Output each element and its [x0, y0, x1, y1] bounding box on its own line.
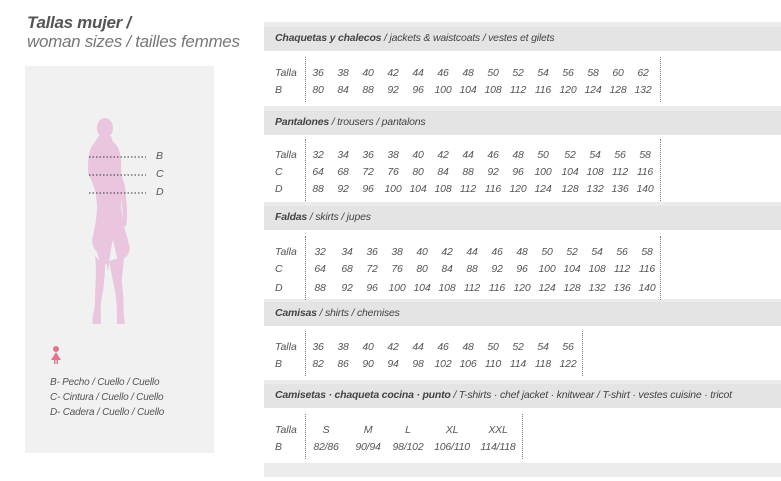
size-cell: 116: [484, 183, 502, 195]
row-label: D: [275, 282, 283, 294]
legend-b: B- Pecho / Cuello / Cuello: [50, 377, 160, 388]
size-cell: L: [405, 424, 411, 436]
size-cell: 120: [509, 183, 527, 195]
size-cell: S: [322, 424, 330, 436]
section-subtitle: / skirts / jupes: [307, 211, 371, 223]
size-cell: 38: [337, 67, 349, 79]
size-cell: 32: [314, 246, 326, 258]
size-cell: 64: [312, 166, 324, 178]
section-skirts-header: [264, 206, 781, 230]
size-cell: 36: [366, 246, 378, 258]
size-cell: 104: [459, 84, 477, 96]
size-cell: 72: [366, 263, 378, 275]
size-cell: 44: [466, 246, 478, 258]
table-end-divider: [660, 57, 661, 102]
size-cell: 46: [437, 341, 449, 353]
size-cell: 132: [588, 282, 606, 294]
size-cell: 108: [484, 84, 502, 96]
section-title: Faldas: [275, 211, 308, 223]
size-cell: 112: [509, 84, 527, 96]
size-cell: 110: [484, 358, 502, 370]
size-cell: 56: [562, 67, 574, 79]
size-cell: 94: [387, 358, 399, 370]
size-cell: 104: [409, 183, 427, 195]
size-cell: 52: [512, 67, 524, 79]
section-subtitle: / jackets & waistcoats / vestes et gilets: [381, 32, 555, 44]
size-cell: M: [363, 424, 373, 436]
size-cell: 100: [388, 282, 406, 294]
size-cell: 50: [487, 67, 499, 79]
size-cell: 98: [412, 358, 424, 370]
marker-d: D: [156, 186, 164, 198]
section-jackets: [264, 51, 781, 106]
size-cell: 62: [637, 67, 649, 79]
row-label: B: [275, 441, 283, 453]
size-cell: 50: [487, 341, 499, 353]
section-subtitle: / trousers / pantalons: [329, 116, 426, 128]
size-cell: 128: [563, 282, 581, 294]
size-cell: 88: [466, 263, 478, 275]
size-cell: 140: [638, 282, 656, 294]
section-jackets-header: [264, 27, 781, 51]
size-cell: 64: [314, 263, 326, 275]
size-cell: 42: [387, 67, 399, 79]
size-cell: XL: [445, 424, 459, 436]
row-label: C: [275, 263, 283, 275]
size-cell: 52: [566, 246, 578, 258]
size-cell: 32: [312, 149, 324, 161]
size-cell: 54: [537, 341, 549, 353]
size-cell: 136: [613, 282, 631, 294]
label-divider: [305, 414, 306, 459]
size-cell: 36: [312, 341, 324, 353]
section-trousers-header: [264, 111, 781, 135]
size-cell: 34: [337, 149, 349, 161]
size-cell: 82/86: [313, 441, 339, 453]
size-cell: 132: [634, 84, 652, 96]
row-label: Talla: [275, 341, 297, 353]
size-cell: 42: [441, 246, 453, 258]
size-cell: 114/118: [480, 441, 516, 453]
size-cell: 76: [391, 263, 403, 275]
size-cell: 52: [512, 341, 524, 353]
label-divider: [305, 57, 306, 102]
size-cell: 96: [366, 282, 378, 294]
size-cell: 82: [312, 358, 324, 370]
size-cell: 100: [384, 183, 402, 195]
size-cell: 98/102: [392, 441, 424, 453]
row-label: D: [275, 183, 283, 195]
size-cell: 106/110: [434, 441, 470, 453]
size-cell: 84: [441, 263, 453, 275]
row-label: C: [275, 166, 283, 178]
size-cell: 112: [459, 183, 477, 195]
section-trousers: [264, 135, 781, 202]
size-cell: 108: [434, 183, 452, 195]
size-cell: 84: [337, 84, 349, 96]
size-cell: 36: [312, 67, 324, 79]
size-cell: 54: [591, 246, 603, 258]
size-cell: 80: [412, 166, 424, 178]
size-cell: 46: [487, 149, 499, 161]
size-cell: 116: [638, 263, 656, 275]
size-cell: 42: [387, 341, 399, 353]
size-cell: 104: [563, 263, 581, 275]
woman-icon: [48, 345, 64, 365]
size-cell: 112: [611, 166, 629, 178]
title-sub: woman sizes / tailles femmes: [27, 32, 240, 51]
size-cell: 60: [612, 67, 624, 79]
row-label: Talla: [275, 149, 297, 161]
size-cell: 44: [462, 149, 474, 161]
size-cell: 100: [534, 166, 552, 178]
size-cell: 72: [362, 166, 374, 178]
size-cell: 92: [341, 282, 353, 294]
size-cell: 58: [639, 149, 651, 161]
label-divider: [305, 139, 306, 201]
size-cell: 140: [636, 183, 654, 195]
size-cell: 106: [459, 358, 477, 370]
size-cell: XXL: [488, 424, 508, 436]
section-shirts-header: [264, 302, 781, 326]
size-cell: 40: [412, 149, 424, 161]
size-cell: 102: [434, 358, 452, 370]
table-end-divider: [660, 236, 661, 300]
size-cell: 40: [416, 246, 428, 258]
size-cell: 38: [337, 341, 349, 353]
size-cell: 58: [587, 67, 599, 79]
size-cell: 120: [559, 84, 577, 96]
size-cell: 40: [362, 341, 374, 353]
size-cell: 46: [437, 67, 449, 79]
label-divider: [305, 236, 306, 300]
size-cell: 80: [312, 84, 324, 96]
size-cell: 96: [362, 183, 374, 195]
size-cell: 128: [561, 183, 579, 195]
size-cell: 124: [534, 183, 552, 195]
legend-d: D- Cadera / Cuello / Cuello: [50, 407, 165, 418]
size-cell: 68: [341, 263, 353, 275]
size-cell: 40: [362, 67, 374, 79]
size-cell: 48: [516, 246, 528, 258]
section-subtitle: / T-shirts · chef jacket · knitwear / T-shirt · vestes cuisine · tricot: [450, 389, 732, 401]
size-cell: 92: [491, 263, 503, 275]
size-cell: 58: [641, 246, 653, 258]
size-cell: 96: [516, 263, 528, 275]
size-cell: 114: [509, 358, 527, 370]
section-subtitle: / shirts / chemises: [316, 307, 400, 319]
size-cell: 52: [564, 149, 576, 161]
size-cell: 48: [462, 67, 474, 79]
table-end-divider: [582, 331, 583, 376]
size-cell: 128: [609, 84, 627, 96]
size-cell: 92: [387, 84, 399, 96]
size-cell: 56: [614, 149, 626, 161]
size-cell: 92: [487, 166, 499, 178]
size-cell: 76: [387, 166, 399, 178]
size-cell: 88: [314, 282, 326, 294]
size-cell: 96: [412, 84, 424, 96]
section-shirts: [264, 326, 781, 380]
label-divider: [305, 331, 306, 376]
table-end-divider: [660, 139, 661, 201]
size-cell: 46: [491, 246, 503, 258]
size-cell: 38: [391, 246, 403, 258]
section-title: Camisas: [275, 307, 317, 319]
size-cell: 124: [584, 84, 602, 96]
size-cell: 116: [488, 282, 506, 294]
row-label: B: [275, 358, 283, 370]
size-cell: 50: [541, 246, 553, 258]
size-cell: 118: [534, 358, 552, 370]
size-cell: 100: [434, 84, 452, 96]
size-cell: 48: [512, 149, 524, 161]
size-cell: 112: [613, 263, 631, 275]
section-tshirts-header: [264, 384, 781, 408]
size-cell: 80: [416, 263, 428, 275]
size-cell: 104: [561, 166, 579, 178]
size-cell: 108: [588, 263, 606, 275]
size-cell: 34: [341, 246, 353, 258]
section-title: Pantalones: [275, 116, 330, 128]
size-cell: 108: [438, 282, 456, 294]
size-cell: 104: [413, 282, 431, 294]
figure-panel: [25, 66, 214, 453]
marker-b: B: [156, 150, 164, 162]
row-label: Talla: [275, 246, 297, 258]
size-cell: 44: [412, 67, 424, 79]
size-cell: 122: [559, 358, 577, 370]
size-cell: 96: [512, 166, 524, 178]
size-cell: 88: [312, 183, 324, 195]
size-cell: 88: [462, 166, 474, 178]
section-tshirts: [264, 408, 781, 463]
size-cell: 124: [538, 282, 556, 294]
size-cell: 116: [636, 166, 654, 178]
size-cell: 50: [537, 149, 549, 161]
size-cell: 92: [337, 183, 349, 195]
title-main: Tallas mujer /: [27, 13, 131, 32]
size-cell: 54: [537, 67, 549, 79]
row-label: Talla: [275, 67, 297, 79]
size-cell: 90: [362, 358, 374, 370]
size-cell: 132: [586, 183, 604, 195]
size-cell: 86: [337, 358, 349, 370]
size-cell: 84: [437, 166, 449, 178]
size-cell: 116: [534, 84, 552, 96]
size-cell: 108: [586, 166, 604, 178]
size-cell: 90/94: [355, 441, 381, 453]
size-cell: 120: [513, 282, 531, 294]
row-label: B: [275, 84, 283, 96]
size-cell: 100: [538, 263, 556, 275]
size-cell: 44: [412, 341, 424, 353]
size-cell: 88: [362, 84, 374, 96]
section-skirts: [264, 230, 781, 299]
size-cell: 38: [387, 149, 399, 161]
table-end-divider: [522, 414, 523, 459]
size-cell: 48: [462, 341, 474, 353]
size-cell: 36: [362, 149, 374, 161]
size-cell: 112: [463, 282, 481, 294]
size-cell: 54: [589, 149, 601, 161]
size-cell: 136: [611, 183, 629, 195]
legend-c: C- Cintura / Cuello / Cuello: [50, 392, 164, 403]
marker-c: C: [156, 168, 164, 180]
size-cell: 56: [616, 246, 628, 258]
size-cell: 68: [337, 166, 349, 178]
section-title: Chaquetas y chalecos: [275, 32, 382, 44]
row-label: Talla: [275, 424, 297, 436]
size-cell: 56: [562, 341, 574, 353]
size-cell: 42: [437, 149, 449, 161]
section-title: Camisetas · chaqueta cocina · punto: [275, 389, 451, 401]
